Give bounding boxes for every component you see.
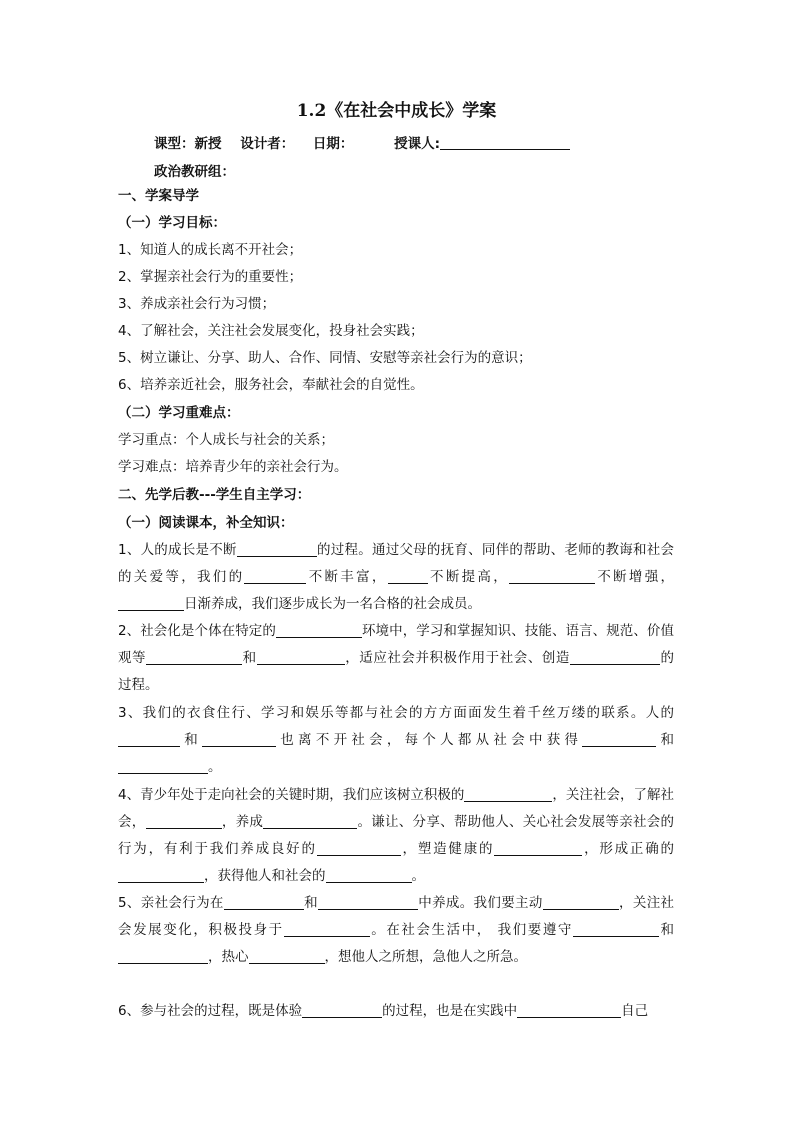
section2-heading: 二、先学后教---学生自主学习： bbox=[118, 487, 311, 503]
lesson-type: 课型：新授 bbox=[154, 136, 222, 152]
fill-blank[interactable] bbox=[146, 813, 222, 829]
fill-blank[interactable] bbox=[224, 894, 304, 910]
read-heading: （一）阅读课本，补全知识： bbox=[118, 515, 294, 531]
fill-blank[interactable] bbox=[494, 840, 582, 856]
teacher-blank bbox=[440, 135, 570, 150]
fill-blank[interactable] bbox=[202, 731, 276, 747]
fill-blank[interactable] bbox=[257, 649, 345, 665]
goal-item: 6、培养亲近社会，服务社会，奉献社会的自觉性。 bbox=[118, 377, 424, 393]
question-4: 4、青少年处于走向社会的关键时期，我们应该树立积极的 ，关注社会，了解社会， ，养成 。谦让、分享、帮助他人、关心社会发展等亲社会的行为，有利于我们养成良好的 ，塑造健康的 ，形成正确的，获得他人和社会的 。 bbox=[118, 787, 675, 884]
designer-label: 设计者： bbox=[240, 136, 295, 152]
fill-blank[interactable] bbox=[276, 622, 362, 638]
fill-blank[interactable] bbox=[302, 1002, 382, 1018]
fill-blank[interactable] bbox=[146, 649, 242, 665]
fill-blank[interactable] bbox=[517, 1002, 621, 1018]
question-3: 3、我们的衣食住行、学习和娱乐等都与社会的方方面面发生着千丝万缕的联系。人的和 也离不开社会，每个人都从社会中获得 和。 bbox=[118, 705, 675, 775]
goal-item: 3、养成亲社会行为习惯； bbox=[118, 296, 276, 312]
fill-blank[interactable] bbox=[388, 568, 428, 584]
question-5: 5、亲社会行为在 和 中养成。我们要主动 ，关注社会发展变化，积极投身于 。在社会生活中， 我们要遵守 和，热心 ，想他人之所想，急他人之所急。 bbox=[118, 895, 675, 965]
fill-blank[interactable] bbox=[263, 813, 357, 829]
fill-blank[interactable] bbox=[464, 786, 552, 802]
fill-blank[interactable] bbox=[582, 731, 656, 747]
fill-blank[interactable] bbox=[244, 568, 306, 584]
question-2: 2、社会化是个体在特定的 环境中，学习和掌握知识、技能、语言、规范、价值观等 和 ，适应社会并积极作用于社会、创造 的过程。 bbox=[118, 623, 675, 693]
fill-blank[interactable] bbox=[543, 894, 619, 910]
fill-blank[interactable] bbox=[509, 568, 595, 584]
goal-item: 2、掌握亲社会行为的重要性； bbox=[118, 269, 303, 285]
section1-heading: 一、学案导学 bbox=[118, 188, 199, 204]
fill-blank[interactable] bbox=[118, 595, 184, 611]
goal-item: 4、了解社会，关注社会发展变化，投身社会实践； bbox=[118, 323, 424, 339]
teacher-label: 授课人: bbox=[394, 136, 441, 152]
fill-blank[interactable] bbox=[118, 731, 180, 747]
key-heading: （二）学习重难点： bbox=[118, 405, 240, 421]
goal-item: 1、知道人的成长离不开社会； bbox=[118, 242, 303, 258]
fill-blank[interactable] bbox=[318, 894, 418, 910]
fill-blank[interactable] bbox=[284, 921, 370, 937]
fill-blank[interactable] bbox=[118, 867, 204, 883]
fill-blank[interactable] bbox=[118, 758, 208, 774]
fill-blank[interactable] bbox=[317, 840, 401, 856]
page-title: 1.2《在社会中成长》学案 bbox=[296, 101, 497, 121]
key-point: 学习重点：个人成长与社会的关系； bbox=[118, 432, 334, 448]
difficult-point: 学习难点：培养青少年的亲社会行为。 bbox=[118, 459, 348, 475]
fill-blank[interactable] bbox=[573, 921, 659, 937]
fill-blank[interactable] bbox=[237, 541, 317, 557]
question-6: 6、参与社会的过程，既是体验 的过程，也是在实践中 自己 bbox=[118, 1003, 649, 1019]
fill-blank[interactable] bbox=[570, 649, 660, 665]
fill-blank[interactable] bbox=[118, 948, 208, 964]
date-label: 日期： bbox=[312, 136, 354, 152]
group-label: 政治教研组： bbox=[154, 164, 235, 180]
goals-heading: （一）学习目标： bbox=[118, 215, 226, 231]
fill-blank[interactable] bbox=[326, 867, 412, 883]
fill-blank[interactable] bbox=[249, 948, 325, 964]
question-1: 1、人的成长是不断 的过程。通过父母的抚育、同伴的帮助、老师的教诲和社会的关爱等，我们的 不断丰富， 不断提高， 不断增强，日渐养成，我们逐步成长为一名合格的社会成员。 bbox=[118, 542, 675, 612]
goal-item: 5、树立谦让、分享、助人、合作、同情、安慰等亲社会行为的意识； bbox=[118, 350, 532, 366]
meta-row bbox=[154, 132, 570, 152]
